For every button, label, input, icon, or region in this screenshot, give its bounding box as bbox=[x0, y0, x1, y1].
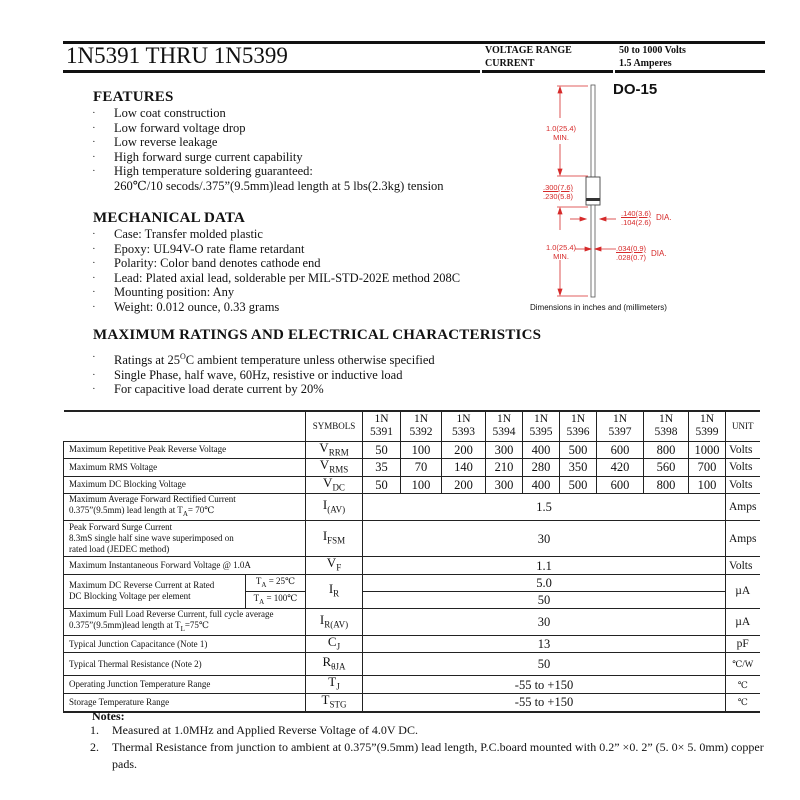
unit: Amps bbox=[726, 521, 760, 557]
mechanical-list bbox=[90, 227, 460, 314]
mechanical-item: · Lead: Plated axial lead, solderable per MIL-STD-202E method 208C bbox=[90, 271, 460, 286]
dim-min: .028(0.7) bbox=[616, 253, 647, 262]
value: 300 bbox=[486, 441, 523, 459]
value: 1000 bbox=[689, 441, 726, 459]
line: Maximum Average Forward Rectified Current bbox=[69, 494, 236, 505]
dimensions-caption: Dimensions in inches and (millimeters) bbox=[530, 303, 667, 312]
text: 0.375”(9.5mm) lead length at T bbox=[69, 505, 183, 516]
table-row bbox=[64, 676, 760, 694]
value: 700 bbox=[689, 459, 726, 477]
value: 100 bbox=[401, 441, 442, 459]
number: 5397 bbox=[608, 426, 632, 439]
param-symbol bbox=[306, 635, 363, 653]
param-desc: Maximum Instantaneous Forward Voltage @ 1.0A bbox=[64, 557, 306, 575]
value: 70 bbox=[401, 459, 442, 477]
unit: ℃ bbox=[726, 694, 760, 712]
table-row bbox=[64, 557, 760, 575]
param-symbol bbox=[306, 521, 363, 557]
param-symbol bbox=[306, 557, 363, 575]
unit: µA bbox=[726, 608, 760, 635]
value: -55 to +150 bbox=[363, 694, 726, 712]
sub: RMS bbox=[329, 464, 349, 475]
part-header bbox=[486, 411, 523, 441]
value: 5.0 bbox=[363, 574, 726, 591]
number: 5391 bbox=[370, 426, 393, 439]
unit-header: UNIT bbox=[726, 411, 760, 441]
param-desc: Typical Thermal Resistance (Note 2) bbox=[64, 653, 306, 676]
line: 8.3mS single half sine wave superimposed on bbox=[69, 533, 234, 544]
sym: C bbox=[327, 633, 337, 649]
sub: DC bbox=[332, 482, 345, 493]
sub: R(AV) bbox=[324, 619, 349, 630]
note-item bbox=[78, 722, 778, 739]
ratings-heading: MAXIMUM RATINGS AND ELECTRICAL CHARACTERISTICS bbox=[93, 327, 542, 343]
value: 30 bbox=[363, 521, 726, 557]
text: 0.375”(9.5mm)lead length at T bbox=[69, 619, 181, 630]
table-row bbox=[64, 476, 760, 494]
header-bottom-rule bbox=[615, 70, 765, 73]
text: T bbox=[253, 592, 260, 603]
param-desc: Maximum RMS Voltage bbox=[64, 459, 306, 477]
param-symbol bbox=[306, 459, 363, 477]
sub: RRM bbox=[328, 447, 349, 458]
degree-symbol: O bbox=[179, 352, 186, 361]
sym: I bbox=[322, 528, 328, 544]
part-header bbox=[363, 411, 401, 441]
mechanical-item: · Polarity: Color band denotes cathode end bbox=[90, 256, 460, 271]
body-diameter-dimension bbox=[621, 209, 651, 227]
param-symbol bbox=[306, 653, 363, 676]
notes-list bbox=[78, 722, 778, 773]
voltage-range-value: 50 to 1000 Volts bbox=[619, 45, 686, 56]
param-desc: Storage Temperature Range bbox=[64, 694, 306, 712]
value: 200 bbox=[442, 476, 486, 494]
unit: Volts bbox=[726, 459, 760, 477]
feature-item: · Low forward voltage drop bbox=[90, 121, 444, 136]
prefix: 1N bbox=[413, 413, 429, 426]
mechanical-item: · Epoxy: UL94V-O rate flame retardant bbox=[90, 242, 460, 257]
unit: ℃ bbox=[726, 676, 760, 694]
part-header bbox=[644, 411, 689, 441]
header-bottom-rule bbox=[63, 70, 480, 73]
number: 5396 bbox=[566, 426, 590, 439]
prefix: 1N bbox=[699, 413, 715, 426]
lead-diameter-dimension bbox=[616, 244, 646, 262]
param-desc bbox=[64, 494, 306, 521]
part-header bbox=[442, 411, 486, 441]
unit: Amps bbox=[726, 494, 760, 521]
param-desc: Maximum DC Blocking Voltage bbox=[64, 476, 306, 494]
feature-item-continuation: 260℃/10 secods/.375”(9.5mm)lead length at 5 lbs(2.3kg) tension bbox=[114, 178, 444, 193]
sub: J bbox=[336, 682, 340, 693]
feature-item: · Low coat construction bbox=[90, 106, 444, 121]
param-desc bbox=[64, 608, 306, 635]
value: 100 bbox=[401, 476, 442, 494]
number: 5394 bbox=[492, 426, 516, 439]
sub: F bbox=[336, 562, 342, 573]
part-header bbox=[689, 411, 726, 441]
param-desc: Maximum Repetitive Peak Reverse Voltage bbox=[64, 441, 306, 459]
prefix: 1N bbox=[658, 413, 674, 426]
dim-max: .034(0.9) bbox=[616, 244, 647, 253]
prefix: 1N bbox=[533, 413, 549, 426]
unit: pF bbox=[726, 635, 760, 653]
prefix: 1N bbox=[570, 413, 586, 426]
part-header bbox=[597, 411, 644, 441]
table-header-row bbox=[64, 411, 760, 441]
sym: I bbox=[328, 581, 334, 597]
dim-note: MIN. bbox=[553, 133, 569, 142]
prefix: 1N bbox=[456, 413, 471, 426]
table-row bbox=[64, 608, 760, 635]
body-length-dimension bbox=[543, 183, 573, 201]
sub: FSM bbox=[327, 536, 346, 547]
mechanical-item: · Weight: 0.012 ounce, 0.33 grams bbox=[90, 300, 460, 315]
text: = 25℃ bbox=[268, 575, 296, 586]
value: 30 bbox=[363, 608, 726, 635]
text: = 70℃ bbox=[187, 505, 215, 516]
feature-item: · Low reverse leakage bbox=[90, 135, 444, 150]
table-row bbox=[64, 459, 760, 477]
value: 280 bbox=[523, 459, 560, 477]
condition bbox=[246, 591, 306, 608]
value: 500 bbox=[560, 441, 597, 459]
param-desc: Typical Junction Capacitance (Note 1) bbox=[64, 635, 306, 653]
current-label: CURRENT bbox=[485, 58, 535, 69]
value: 350 bbox=[560, 459, 597, 477]
table-row bbox=[64, 635, 760, 653]
param-symbol bbox=[306, 441, 363, 459]
unit: µA bbox=[726, 574, 760, 608]
number: 5399 bbox=[695, 426, 719, 439]
value: 50 bbox=[363, 476, 401, 494]
value: 400 bbox=[523, 441, 560, 459]
dim-min: .230(5.8) bbox=[543, 192, 574, 201]
number: 5398 bbox=[654, 426, 678, 439]
value: 300 bbox=[486, 476, 523, 494]
value: 600 bbox=[597, 476, 644, 494]
body-dia-label: DIA. bbox=[656, 213, 672, 222]
note-number: 2. bbox=[90, 740, 99, 754]
note-item bbox=[78, 739, 778, 773]
text: C ambient temperature unless otherwise specified bbox=[185, 353, 435, 368]
value: 35 bbox=[363, 459, 401, 477]
value: 560 bbox=[644, 459, 689, 477]
table-row bbox=[64, 694, 760, 712]
line bbox=[69, 620, 302, 635]
sub: L bbox=[180, 624, 185, 633]
condition bbox=[246, 574, 306, 591]
notes-heading: Notes: bbox=[92, 709, 125, 723]
param-symbol bbox=[306, 574, 363, 608]
number: 5393 bbox=[452, 426, 475, 439]
header-bottom-rule bbox=[482, 70, 613, 73]
sub: A bbox=[261, 580, 267, 589]
symbols-header: SYMBOLS bbox=[306, 411, 363, 441]
dim-min: .104(2.6) bbox=[621, 218, 652, 227]
param-desc bbox=[64, 574, 246, 608]
part-header bbox=[401, 411, 442, 441]
param-symbol bbox=[306, 476, 363, 494]
features-list bbox=[90, 106, 444, 193]
value: 600 bbox=[597, 441, 644, 459]
line: rated load (JEDEC method) bbox=[69, 544, 170, 555]
text: Ratings at 25 bbox=[114, 353, 180, 368]
header-spec-values bbox=[619, 44, 686, 70]
sym: V bbox=[319, 439, 329, 455]
rating-condition bbox=[90, 350, 435, 368]
unit: Volts bbox=[726, 441, 760, 459]
sym: T bbox=[328, 674, 337, 690]
value: 400 bbox=[523, 476, 560, 494]
ratings-conditions-list bbox=[90, 350, 435, 397]
table-row bbox=[64, 653, 760, 676]
note-text: Measured at 1.0MHz and Applied Reverse Voltage of 4.0V DC. bbox=[112, 723, 418, 737]
features-heading: FEATURES bbox=[93, 89, 174, 105]
dim-max: .300(7.6) bbox=[543, 183, 574, 192]
sub: A bbox=[182, 510, 188, 519]
note-number: 1. bbox=[90, 723, 99, 737]
mechanical-item: · Mounting position: Any bbox=[90, 285, 460, 300]
sym: V bbox=[326, 555, 337, 571]
header-spec-labels bbox=[485, 44, 572, 70]
value: 13 bbox=[363, 635, 726, 653]
unit: Volts bbox=[726, 476, 760, 494]
sub: R bbox=[333, 588, 340, 599]
param-symbol bbox=[306, 608, 363, 635]
part-header bbox=[523, 411, 560, 441]
feature-item: · High forward surge current capability bbox=[90, 150, 444, 165]
unit: ℃/W bbox=[726, 653, 760, 676]
value: 50 bbox=[363, 591, 726, 608]
text: =75℃ bbox=[184, 619, 209, 630]
lead-length-bottom-dimension bbox=[539, 243, 583, 261]
page-title: 1N5391 THRU 1N5399 bbox=[66, 43, 288, 68]
line: DC Blocking Voltage per element bbox=[69, 591, 191, 602]
param-desc: Operating Junction Temperature Range bbox=[64, 676, 306, 694]
feature-item: · High temperature soldering guaranteed: bbox=[90, 164, 444, 179]
line bbox=[69, 505, 302, 520]
sub: (AV) bbox=[327, 504, 346, 515]
sym: T bbox=[321, 692, 330, 708]
dim-note: MIN. bbox=[553, 252, 569, 261]
number: 5392 bbox=[409, 426, 433, 439]
table-row bbox=[64, 494, 760, 521]
sym: V bbox=[319, 457, 330, 473]
rating-condition: · Single Phase, half wave, 60Hz, resistive or inductive load bbox=[90, 368, 435, 383]
sub: θJA bbox=[331, 661, 346, 672]
sym: V bbox=[323, 474, 333, 490]
text: = 100℃ bbox=[266, 592, 298, 603]
mechanical-heading: MECHANICAL DATA bbox=[93, 210, 246, 226]
table-row bbox=[64, 521, 760, 557]
unit: Volts bbox=[726, 557, 760, 575]
sym: R bbox=[322, 654, 332, 670]
value: 500 bbox=[560, 476, 597, 494]
current-value: 1.5 Amperes bbox=[619, 58, 672, 69]
package-name: DO-15 bbox=[613, 81, 658, 98]
param-symbol bbox=[306, 676, 363, 694]
sub: J bbox=[336, 641, 341, 652]
value: 800 bbox=[644, 476, 689, 494]
param-symbol bbox=[306, 494, 363, 521]
text: T bbox=[255, 575, 262, 586]
dim-max: .140(3.6) bbox=[621, 209, 652, 218]
line: Maximum DC Reverse Current at Rated bbox=[69, 580, 215, 591]
header-blank bbox=[64, 411, 306, 441]
value: 140 bbox=[442, 459, 486, 477]
value: 420 bbox=[597, 459, 644, 477]
table-row bbox=[64, 441, 760, 459]
value: 800 bbox=[644, 441, 689, 459]
voltage-range-label: VOLTAGE RANGE bbox=[485, 45, 572, 56]
part-header bbox=[560, 411, 597, 441]
line: Peak Forward Surge Current bbox=[69, 522, 173, 533]
sub: STG bbox=[329, 699, 347, 710]
lead-length-top-dimension bbox=[539, 124, 583, 142]
rating-condition: · For capacitive load derate current by 20% bbox=[90, 382, 435, 397]
dim-value: 1.0(25.4) bbox=[545, 124, 577, 133]
prefix: 1N bbox=[496, 413, 512, 426]
dim-value: 1.0(25.4) bbox=[545, 243, 577, 252]
prefix: 1N bbox=[374, 413, 389, 426]
param-desc bbox=[64, 521, 306, 557]
number: 5395 bbox=[529, 426, 553, 439]
lead-dia-label: DIA. bbox=[651, 249, 667, 258]
note-text: Thermal Resistance from junction to ambient at 0.375”(9.5mm) lead length, P.C.board mounted with 0.2” ×0. 2” (5. 0× 5. 0mm) copper pads. bbox=[112, 740, 764, 771]
sym: I bbox=[322, 496, 328, 512]
prefix: 1N bbox=[612, 413, 628, 426]
sub: A bbox=[259, 597, 265, 606]
value: 100 bbox=[689, 476, 726, 494]
sym: I bbox=[319, 611, 325, 627]
value: -55 to +150 bbox=[363, 676, 726, 694]
value: 1.1 bbox=[363, 557, 726, 575]
table-row bbox=[64, 574, 760, 591]
value: 1.5 bbox=[363, 494, 726, 521]
ratings-table bbox=[63, 410, 760, 713]
value: 200 bbox=[442, 441, 486, 459]
line: Maximum Full Load Reverse Current, full cycle average bbox=[69, 608, 274, 619]
mechanical-item: · Case: Transfer molded plastic bbox=[90, 227, 460, 242]
value: 50 bbox=[363, 441, 401, 459]
param-symbol bbox=[306, 694, 363, 712]
value: 50 bbox=[363, 653, 726, 676]
value: 210 bbox=[486, 459, 523, 477]
